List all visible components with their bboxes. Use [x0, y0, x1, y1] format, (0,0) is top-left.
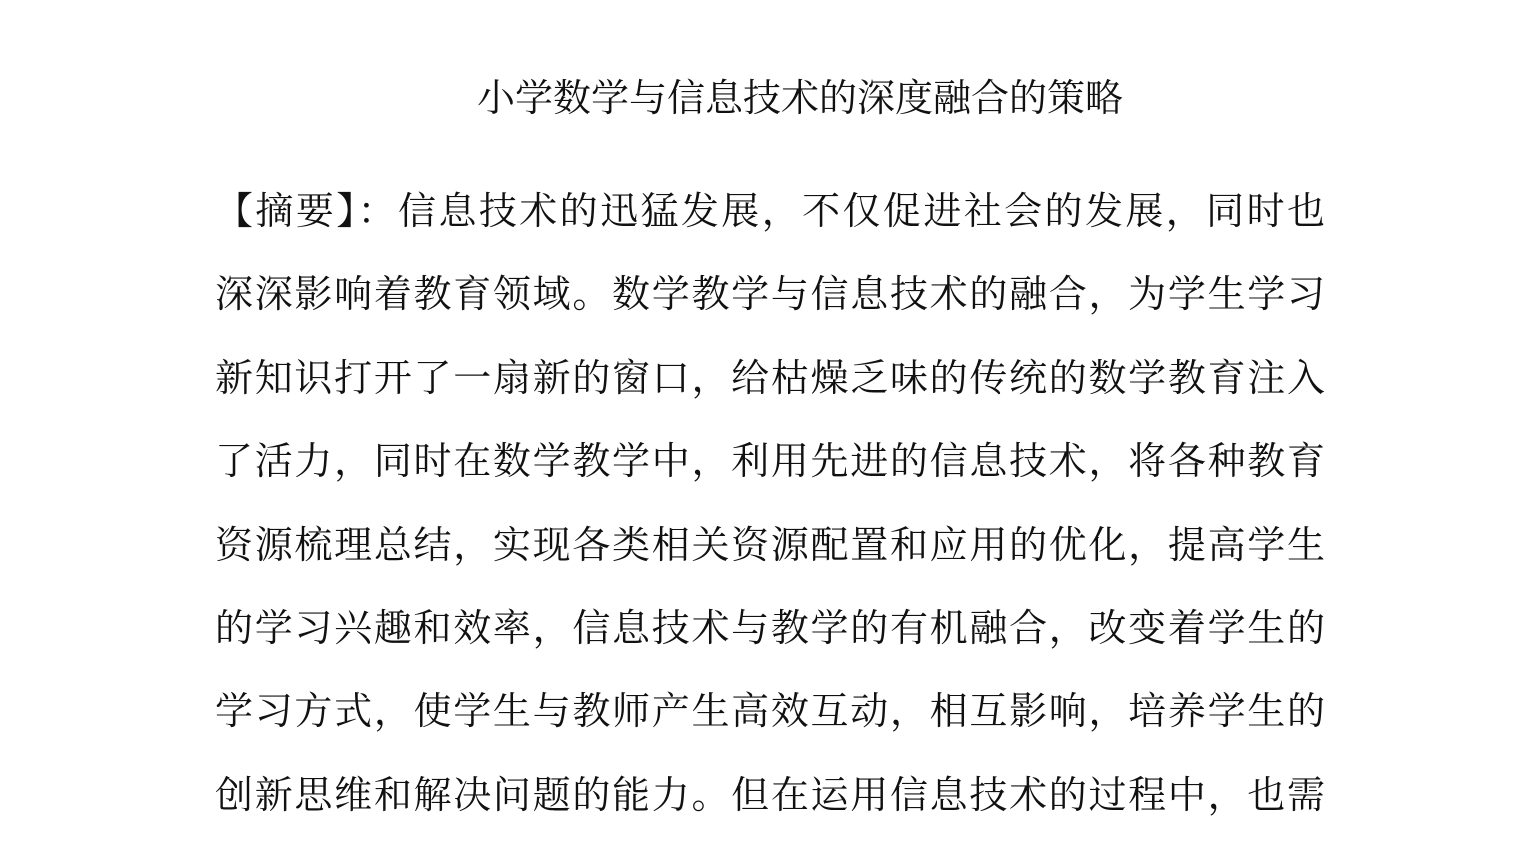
paragraph-line: 资源梳理总结，实现各类相关资源配置和应用的优化，提高学生 [215, 522, 1325, 567]
paragraph-line: 创新思维和解决问题的能力。但在运用信息技术的过程中，也需 [215, 772, 1325, 817]
document-title: 小学数学与信息技术的深度融合的策略 [476, 76, 1123, 120]
paragraph-line: 新知识打开了一扇新的窗口，给枯燥乏味的传统的数学教育注入 [215, 355, 1325, 400]
paragraph-line: 了活力，同时在数学教学中，利用先进的信息技术，将各种教育 [215, 439, 1325, 484]
paragraph-line: 深深影响着教育领域。数学教学与信息技术的融合，为学生学习 [215, 272, 1325, 317]
paragraph-line: 学习方式，使学生与教师产生高效互动，相互影响，培养学生的 [215, 689, 1325, 734]
abstract-paragraph [215, 185, 1325, 852]
paragraph-line: 的学习兴趣和效率，信息技术与教学的有机融合，改变着学生的 [215, 605, 1325, 650]
paragraph-line: 【摘要】：信息技术的迅猛发展，不仅促进社会的发展，同时也 [215, 189, 1325, 233]
